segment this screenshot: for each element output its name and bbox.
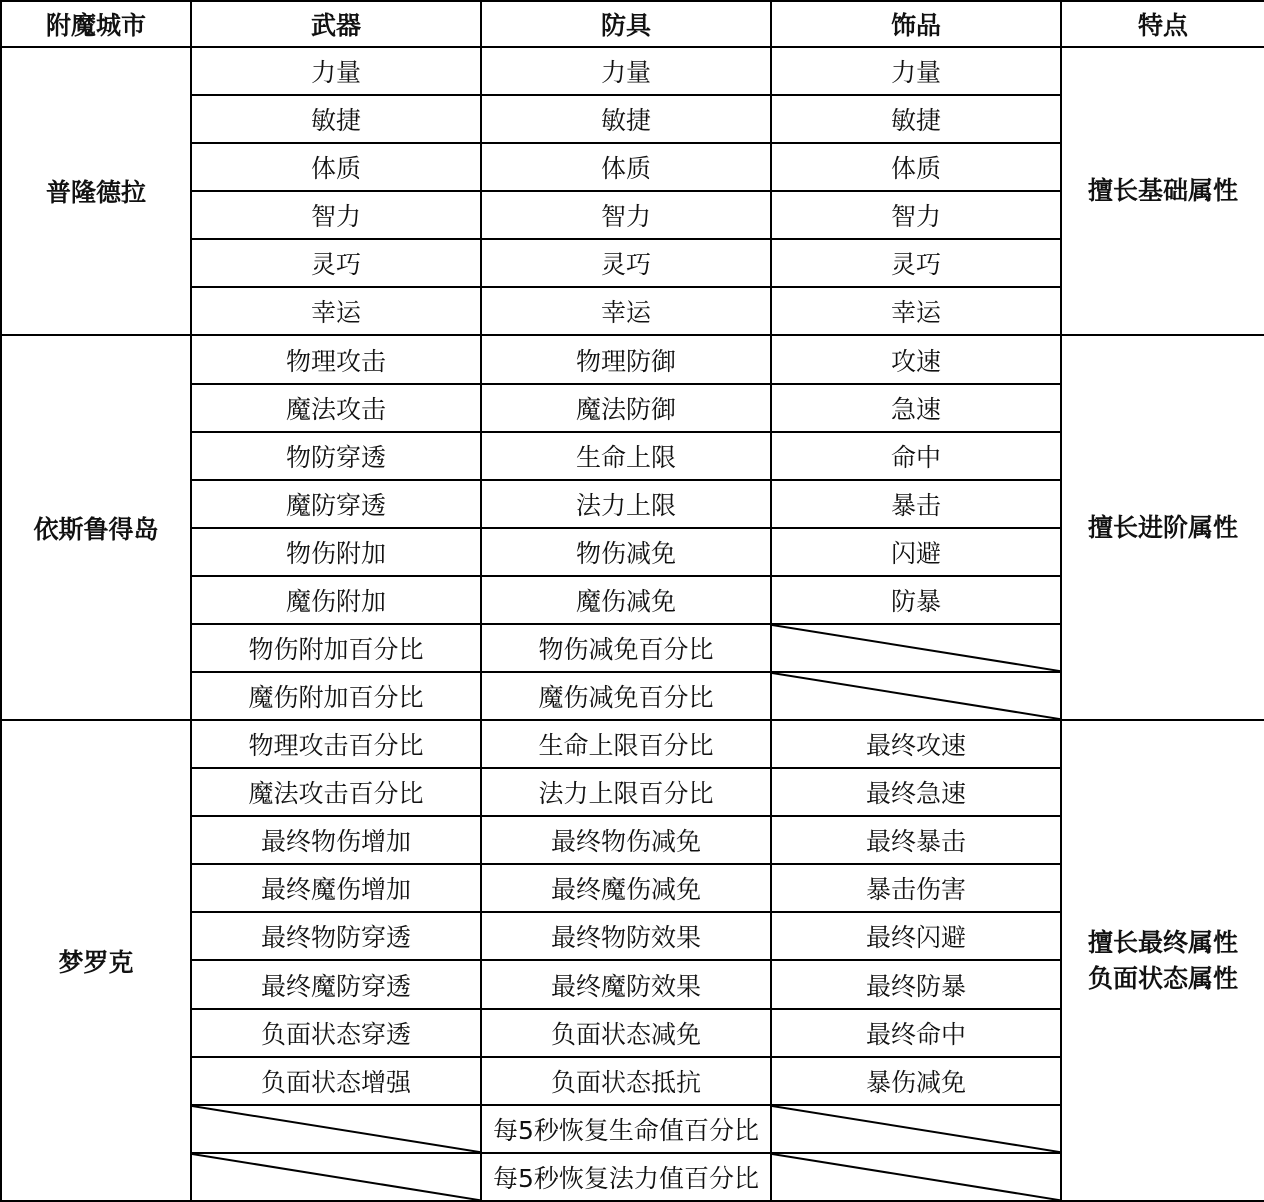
accessory-cell: 最终命中: [771, 1009, 1061, 1057]
trait-line: 擅长最终属性: [1087, 927, 1238, 957]
empty-cell: [191, 1153, 481, 1201]
weapon-cell: 智力: [191, 191, 481, 239]
header-city: 附魔城市: [1, 1, 191, 47]
diagonal-slash: [772, 1154, 1060, 1200]
trait-cell: [1061, 47, 1264, 335]
accessory-cell: 闪避: [771, 528, 1061, 576]
armor-cell: 智力: [481, 191, 771, 239]
city-cell: 梦罗克: [1, 720, 191, 1201]
accessory-cell: 最终闪避: [771, 912, 1061, 960]
trait-cell: [1061, 720, 1264, 1201]
header-accessory: 饰品: [771, 1, 1061, 47]
accessory-cell: 暴伤减免: [771, 1057, 1061, 1105]
weapon-cell: 魔法攻击百分比: [191, 768, 481, 816]
empty-cell: [771, 672, 1061, 720]
armor-cell: 生命上限: [481, 432, 771, 480]
armor-cell: 负面状态减免: [481, 1009, 771, 1057]
table-row: [1, 335, 1264, 383]
weapon-cell: 魔伤附加百分比: [191, 672, 481, 720]
accessory-cell: 智力: [771, 191, 1061, 239]
city-cell: 普隆德拉: [1, 47, 191, 335]
accessory-cell: 力量: [771, 47, 1061, 95]
diagonal-slash: [192, 1154, 480, 1200]
weapon-cell: 最终魔防穿透: [191, 960, 481, 1008]
trait-line: 擅长进阶属性: [1087, 512, 1238, 542]
weapon-cell: 物理攻击百分比: [191, 720, 481, 768]
armor-cell: 物伤减免: [481, 528, 771, 576]
trait-cell: [1061, 335, 1264, 720]
header-row: [1, 1, 1264, 47]
weapon-cell: 魔法攻击: [191, 384, 481, 432]
armor-cell: 力量: [481, 47, 771, 95]
weapon-cell: 最终魔伤增加: [191, 864, 481, 912]
armor-cell: 体质: [481, 143, 771, 191]
accessory-cell: 体质: [771, 143, 1061, 191]
armor-cell: 负面状态抵抗: [481, 1057, 771, 1105]
weapon-cell: 魔伤附加: [191, 576, 481, 624]
table-row: [1, 47, 1264, 95]
header-trait: 特点: [1061, 1, 1264, 47]
armor-cell: 最终物伤减免: [481, 816, 771, 864]
weapon-cell: 负面状态增强: [191, 1057, 481, 1105]
weapon-cell: 力量: [191, 47, 481, 95]
empty-cell: [771, 1105, 1061, 1153]
accessory-cell: 最终急速: [771, 768, 1061, 816]
diagonal-slash: [192, 1106, 480, 1152]
empty-cell: [771, 1153, 1061, 1201]
armor-cell: 最终物防效果: [481, 912, 771, 960]
armor-cell: 幸运: [481, 287, 771, 335]
weapon-cell: 物防穿透: [191, 432, 481, 480]
accessory-cell: 防暴: [771, 576, 1061, 624]
table-row: [1, 720, 1264, 768]
armor-cell: 物伤减免百分比: [481, 624, 771, 672]
accessory-cell: 暴击伤害: [771, 864, 1061, 912]
accessory-cell: 最终暴击: [771, 816, 1061, 864]
header-armor: 防具: [481, 1, 771, 47]
empty-cell: [771, 624, 1061, 672]
armor-cell: 最终魔防效果: [481, 960, 771, 1008]
weapon-cell: 物理攻击: [191, 335, 481, 383]
accessory-cell: 最终防暴: [771, 960, 1061, 1008]
accessory-cell: 命中: [771, 432, 1061, 480]
weapon-cell: 体质: [191, 143, 481, 191]
city-cell: 依斯鲁得岛: [1, 335, 191, 720]
empty-cell: [191, 1105, 481, 1153]
weapon-cell: 灵巧: [191, 239, 481, 287]
accessory-cell: 幸运: [771, 287, 1061, 335]
accessory-cell: 攻速: [771, 335, 1061, 383]
weapon-cell: 最终物防穿透: [191, 912, 481, 960]
header-weapon: 武器: [191, 1, 481, 47]
weapon-cell: 幸运: [191, 287, 481, 335]
weapon-cell: 敏捷: [191, 95, 481, 143]
trait-line: 负面状态属性: [1087, 963, 1238, 993]
armor-cell: 魔伤减免百分比: [481, 672, 771, 720]
armor-cell: 灵巧: [481, 239, 771, 287]
accessory-cell: 暴击: [771, 480, 1061, 528]
trait-line: 擅长基础属性: [1087, 176, 1238, 206]
armor-cell: 生命上限百分比: [481, 720, 771, 768]
armor-cell: 法力上限: [481, 480, 771, 528]
weapon-cell: 最终物伤增加: [191, 816, 481, 864]
weapon-cell: 魔防穿透: [191, 480, 481, 528]
armor-cell: 每5秒恢复法力值百分比: [481, 1153, 771, 1201]
diagonal-slash: [772, 1106, 1060, 1152]
diagonal-slash: [772, 673, 1060, 719]
armor-cell: 法力上限百分比: [481, 768, 771, 816]
armor-cell: 最终魔伤减免: [481, 864, 771, 912]
weapon-cell: 负面状态穿透: [191, 1009, 481, 1057]
weapon-cell: 物伤附加百分比: [191, 624, 481, 672]
armor-cell: 魔伤减免: [481, 576, 771, 624]
armor-cell: 物理防御: [481, 335, 771, 383]
accessory-cell: 最终攻速: [771, 720, 1061, 768]
accessory-cell: 敏捷: [771, 95, 1061, 143]
armor-cell: 敏捷: [481, 95, 771, 143]
weapon-cell: 物伤附加: [191, 528, 481, 576]
armor-cell: 每5秒恢复生命值百分比: [481, 1105, 771, 1153]
accessory-cell: 急速: [771, 384, 1061, 432]
armor-cell: 魔法防御: [481, 384, 771, 432]
diagonal-slash: [772, 625, 1060, 671]
accessory-cell: 灵巧: [771, 239, 1061, 287]
